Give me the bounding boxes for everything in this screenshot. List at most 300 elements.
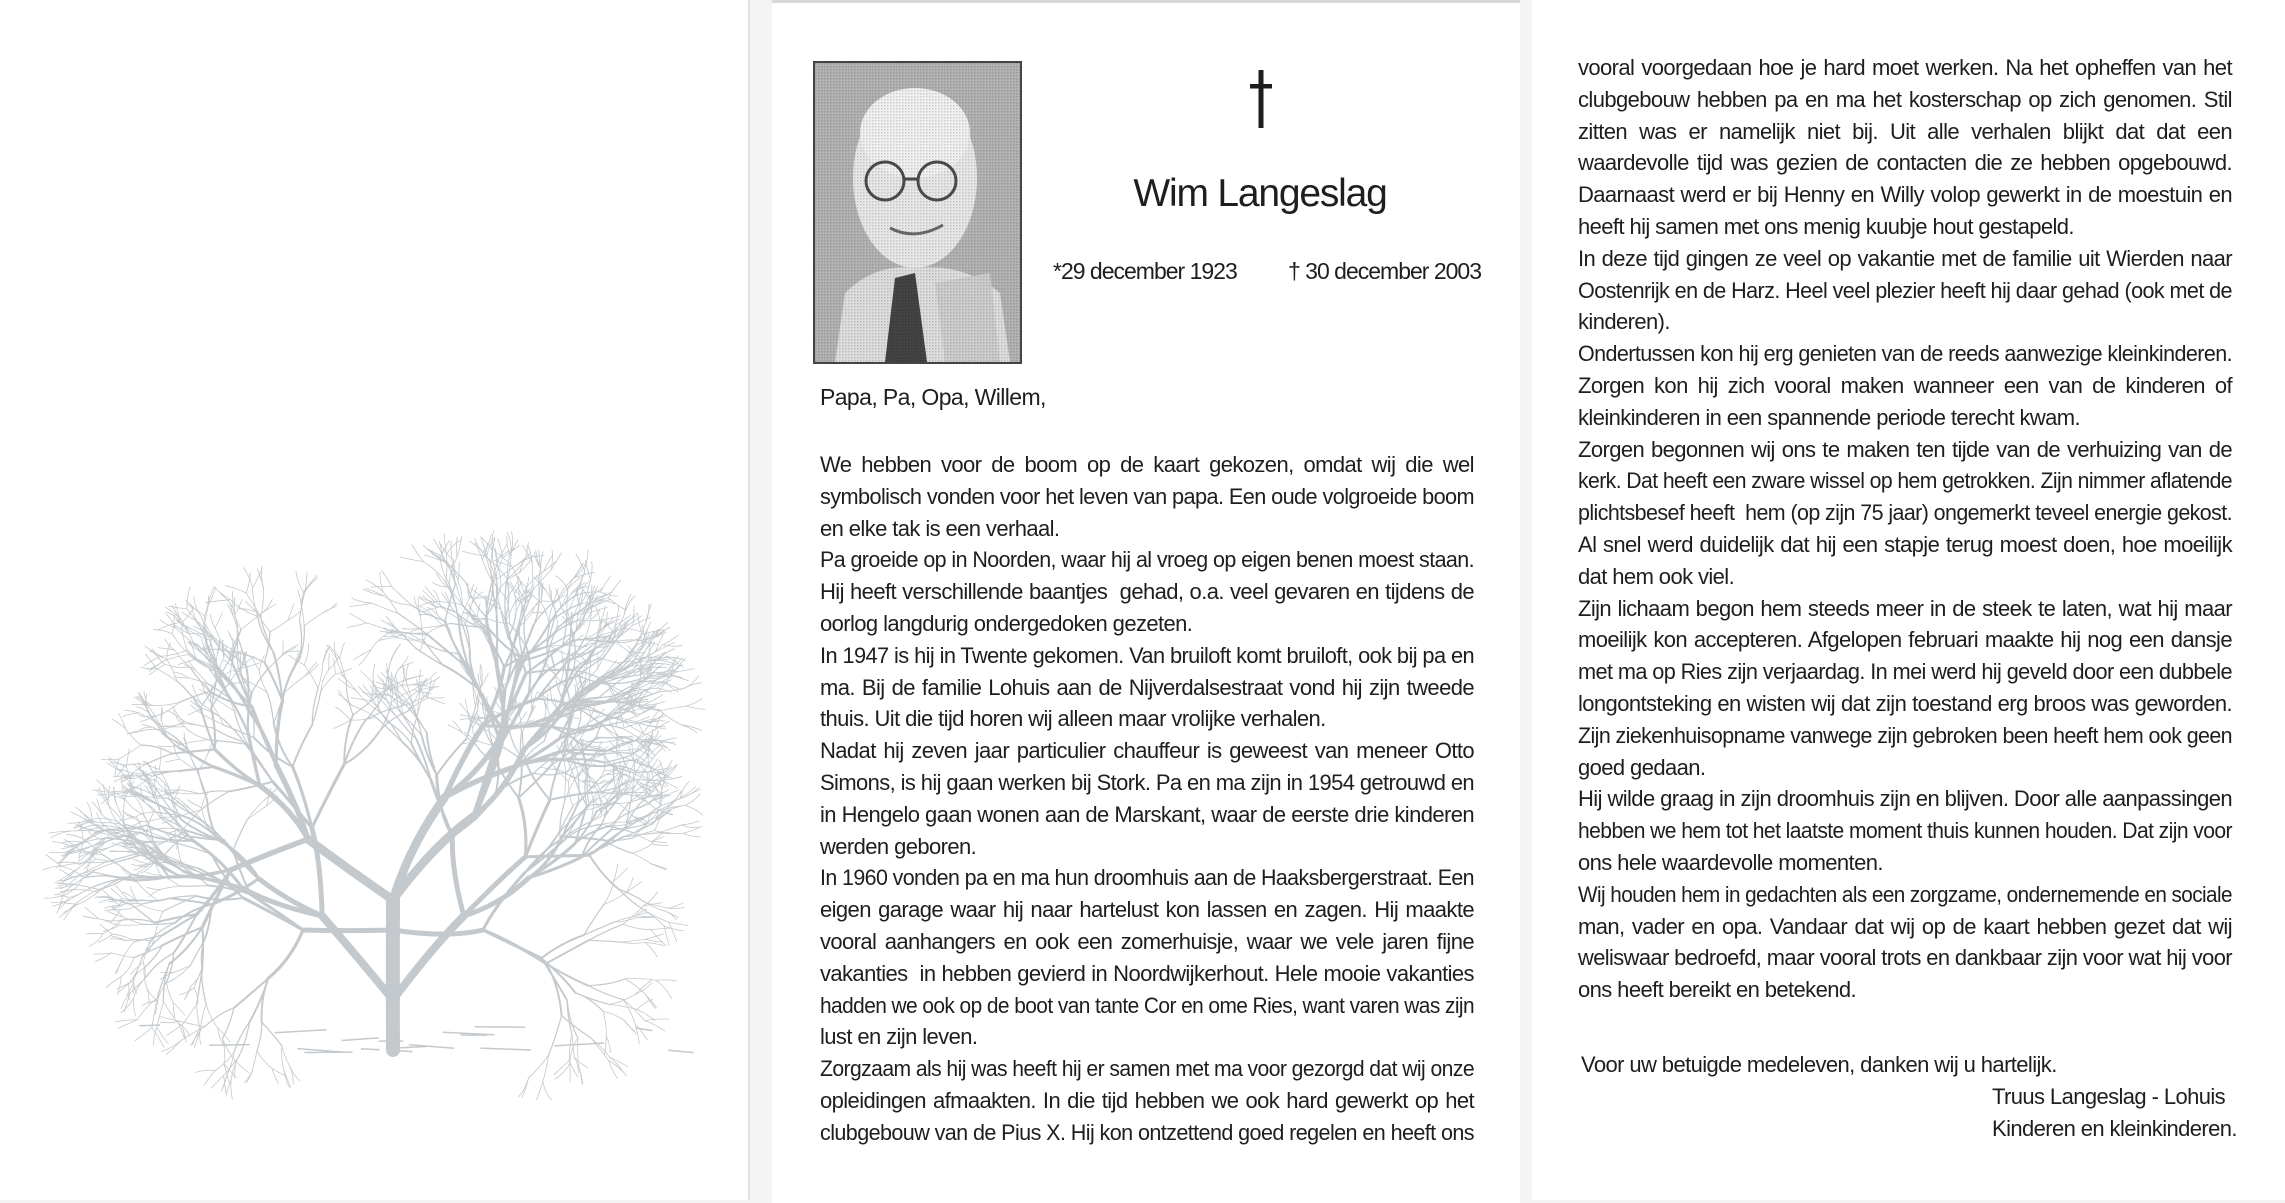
tree-branch: [552, 550, 553, 570]
text-line: [1578, 497, 2232, 529]
text-line-content: longontsteking en wisten wij dat zijn toestand erg broos was geworden.: [1578, 688, 2232, 720]
tree-branch: [185, 722, 212, 728]
tree-branch: [632, 844, 652, 853]
tree-branch: [387, 722, 412, 744]
text-line-content: werden geboren.: [820, 831, 976, 863]
tree-branch: [651, 841, 666, 842]
tree-branch: [596, 593, 611, 600]
text-line-content: opleidingen afmaakten. In die tijd hebben we ook hard gewerkt op het: [820, 1085, 1474, 1117]
tree-branch: [447, 562, 466, 583]
tree-branch: [426, 696, 445, 704]
paragraph: [820, 544, 1474, 639]
text-line-content: vooral voorgedaan hoe je hard moet werken. Na het opheffen van het: [1578, 52, 2232, 84]
memorial-text-right: [1578, 52, 2232, 1006]
text-line-content: moeilijk kon accepteren. Afgelopen februari maakte hij nog een dansje: [1578, 624, 2232, 656]
text-line-content: clubgebouw hebben pa en ma het kosterschap op zich genomen. Stil: [1578, 84, 2232, 116]
text-line-content: man, vader en opa. Vandaar dat wij op de kaart hebben gezet dat wij: [1578, 911, 2232, 943]
tree-branch: [312, 764, 344, 828]
text-line-content: Nadat hij zeven jaar particulier chauffeur is geweest van meneer Otto: [820, 735, 1474, 767]
tree-branch: [176, 966, 191, 978]
tree-branch: [130, 901, 159, 902]
tree-branch: [393, 916, 464, 1000]
text-line: [1578, 688, 2232, 720]
tree-branch: [512, 567, 526, 588]
tree-branch: [177, 619, 190, 630]
tree-branch: [624, 1000, 636, 1025]
tree-branch: [155, 765, 156, 780]
tree-branch: [543, 1082, 552, 1100]
text-line: [1578, 783, 2232, 815]
tree-branch: [546, 940, 588, 963]
tree-branch: [157, 669, 177, 682]
text-line: [1578, 338, 2232, 370]
tree-branch: [352, 598, 372, 603]
tree-branch: [567, 590, 577, 613]
tree-branch: [382, 571, 392, 587]
tree-branch: [668, 903, 683, 908]
tree-branch: [525, 855, 589, 857]
tree-branch: [262, 1022, 282, 1046]
tree-branch: [303, 575, 317, 592]
paragraph: [1578, 434, 2232, 593]
tree-branch: [196, 1070, 215, 1072]
paragraph: [1578, 338, 2232, 433]
tree-branch: [231, 1080, 233, 1099]
tree-branch: [119, 745, 141, 759]
text-line-content: Pa groeide op in Noorden, waar hij al vroeg op eigen benen moest staan.: [820, 544, 1474, 576]
tree-branch: [87, 933, 103, 934]
tree-branch: [233, 819, 247, 850]
tree-branch: [568, 782, 573, 806]
tree-branch: [149, 889, 161, 896]
tree-branch: [610, 1004, 637, 1009]
text-line: [820, 1085, 1474, 1117]
tree-branch: [268, 930, 303, 978]
text-line: [1578, 720, 2232, 752]
tree-branch: [284, 1071, 289, 1087]
tree-branch: [652, 844, 668, 845]
text-line-content: Zijn lichaam begon hem steeds meer in de steek te laten, wat hij maar: [1578, 593, 2232, 625]
tree-branch: [60, 863, 79, 867]
tree-branch: [400, 557, 423, 561]
tree-branch: [663, 645, 682, 647]
tree-branch: [549, 684, 552, 701]
tree-branch: [625, 979, 655, 981]
tree-branch: [681, 825, 698, 828]
text-line: [1578, 752, 2232, 784]
tree-branch: [144, 923, 175, 924]
text-line-content: ons hele waardevolle momenten.: [1578, 847, 1883, 879]
tree-branch: [663, 635, 678, 645]
tree-branch: [303, 930, 393, 931]
tree-branch: [239, 1022, 250, 1057]
tree-branch: [668, 922, 687, 925]
tree-branch: [507, 537, 510, 556]
text-line-content: goed gedaan.: [1578, 752, 1705, 784]
text-line: [1578, 879, 2232, 911]
tree-branch: [323, 647, 330, 664]
tree-branch: [120, 924, 144, 925]
tree-branch: [456, 538, 457, 557]
tree-branch: [135, 1027, 152, 1040]
tree-branch: [552, 553, 562, 570]
tree-branch: [139, 1025, 160, 1026]
tree-branch: [475, 1027, 525, 1028]
tree-branch: [298, 590, 302, 605]
tree-branch: [164, 978, 176, 984]
text-line: [820, 513, 1474, 545]
tree-branch: [75, 872, 94, 884]
text-line-content: Zijn ziekenhuisopname vanwege zijn gebroken been heeft hem ook geen: [1578, 720, 2232, 752]
text-line-content: Simons, is hij gaan werken bij Stork. Pa en ma zijn in 1954 getrouwd en: [820, 767, 1474, 799]
tree-branch: [637, 717, 650, 722]
tree-branch: [335, 707, 350, 720]
text-line: [1578, 179, 2232, 211]
tree-branch: [457, 537, 462, 557]
paragraph: [1578, 243, 2232, 338]
tree-branch: [152, 998, 157, 1027]
text-line-content: zitten was er namelijk niet bij. Uit alle verhalen blijkt dat dat een: [1578, 116, 2232, 148]
tree-branch: [390, 644, 400, 663]
text-line-content: vakanties in hebben gevierd in Noordwijkerhout. Hele mooie vakanties: [820, 958, 1474, 990]
tree-branch: [451, 541, 452, 560]
tree-branch: [645, 934, 663, 939]
tree-branch: [350, 717, 376, 720]
text-line: [1578, 434, 2232, 466]
tree-branch: [563, 613, 567, 645]
text-line-content: Zorgzaam als hij was heeft hij er samen met ma voor gezorgd dat wij onze: [820, 1053, 1474, 1085]
tree-branch: [350, 603, 372, 606]
tree-branch: [584, 922, 614, 935]
tree-branch: [421, 672, 437, 686]
tree-branch: [606, 1036, 610, 1052]
text-line-content: Daarnaast werd er bij Henny en Willy volop gewerkt in de moestuin en: [1578, 179, 2232, 211]
text-line: [1578, 561, 2232, 593]
text-line: [820, 608, 1474, 640]
tree-branch: [671, 676, 688, 681]
signature-line: Kinderen en kleinkinderen.: [1992, 1116, 2237, 1142]
tree-branch: [250, 978, 268, 1021]
text-line-content: Zorgen begonnen wij ons te maken ten tijde van de verhuizing van de: [1578, 434, 2232, 466]
tree-branch: [97, 799, 102, 815]
tree-branch: [585, 561, 590, 580]
tree-branch: [202, 972, 206, 1004]
tree-branch: [623, 728, 643, 740]
tree-branch: [398, 613, 428, 634]
tree-branch: [152, 727, 165, 737]
tree-branch: [121, 957, 134, 976]
tree-branch: [390, 645, 400, 664]
tree-branch: [197, 1004, 200, 1028]
tree-branch: [49, 831, 71, 833]
tree-branch: [94, 953, 111, 954]
tree-branch: [453, 721, 462, 733]
text-line-content: Zorgen kon hij zich vooral maken wanneer een van de kinderen of: [1578, 370, 2232, 402]
tree-branch: [619, 889, 647, 903]
tree-branch: [532, 612, 547, 613]
tree-branch: [165, 664, 190, 667]
portrait-photo: [813, 61, 1022, 364]
tree-branch: [304, 644, 308, 665]
tree-branch: [600, 576, 610, 592]
tree-illustration: [0, 280, 748, 1100]
tree-branch: [664, 926, 669, 945]
text-line: [820, 544, 1474, 576]
tree-branch: [243, 568, 252, 588]
text-line: [820, 926, 1474, 958]
text-line: [1578, 211, 2232, 243]
tree-branch: [615, 606, 619, 626]
tree-branch: [196, 896, 243, 900]
tree-branch: [423, 590, 436, 602]
text-line: [1578, 624, 2232, 656]
text-line: [820, 576, 1474, 608]
tree-branch: [97, 813, 105, 826]
text-line: [1578, 52, 2232, 84]
tree-branch: [209, 1045, 250, 1046]
death-date: † 30 december 2003: [1288, 258, 1481, 285]
text-line: [1578, 370, 2232, 402]
text-line-content: Ondertussen kon hij erg genieten van de reeds aanwezige kleinkinderen.: [1578, 338, 2232, 370]
text-line-content: Hij wilde graag in zijn droomhuis zijn en blijven. Door alle aanpassingen: [1578, 783, 2232, 815]
tree-branch: [452, 836, 464, 916]
tree-branch: [398, 662, 413, 670]
tree-branch: [621, 942, 645, 943]
text-line: [1578, 402, 2232, 434]
tree-branch: [126, 764, 146, 765]
tree-branch: [621, 939, 645, 942]
tree-branch: [74, 884, 99, 889]
text-line-content: in Hengelo gaan wonen aan de Marskant, waar de eerste drie kinderen: [820, 799, 1474, 831]
tree-branch: [589, 986, 624, 1000]
tree-branch: [446, 554, 447, 582]
tree-branch: [90, 934, 103, 946]
text-line: [1578, 847, 2232, 879]
tree-branch: [603, 1012, 624, 1021]
text-line-content: clubgebouw van de Pius X. Hij kon ontzettend goed regelen en heeft ons: [820, 1117, 1474, 1149]
tree-branch: [686, 706, 705, 709]
tree-branch: [637, 999, 652, 1009]
tree-branch: [187, 800, 201, 808]
tree-branch: [328, 645, 340, 659]
tree-branch: [173, 966, 190, 973]
tree-branch: [522, 709, 531, 731]
tree-branch: [651, 864, 666, 870]
tree-branch: [578, 1038, 579, 1065]
tree-branch: [177, 681, 200, 707]
tree-branch: [312, 828, 322, 916]
tree-branch: [267, 692, 274, 723]
thanks-line: Voor uw betuigde medeleven, danken wij u hartelijk.: [1581, 1052, 2057, 1078]
tree-branch: [543, 556, 552, 572]
tree-branch: [44, 896, 63, 898]
tree-branch: [483, 930, 541, 958]
tree-branch: [610, 1057, 628, 1066]
tree-branch: [96, 862, 116, 869]
tree-branch: [153, 649, 165, 665]
text-line-content: ma. Bij de familie Lohuis aan de Nijverdalsestraat vond hij zijn tweede: [820, 672, 1474, 704]
tree-branch: [579, 620, 603, 621]
text-line-content: thuis. Uit die tijd horen wij alleen maar vrolijke verhalen.: [820, 703, 1326, 735]
salutation: Papa, Pa, Opa, Willem,: [820, 384, 1046, 411]
tree-branch: [145, 754, 172, 765]
paragraph: [1578, 783, 2232, 878]
tree-branch: [626, 882, 642, 893]
tree-branch: [112, 934, 134, 941]
text-line: [820, 767, 1474, 799]
text-line: [820, 1117, 1474, 1149]
tree-branch: [270, 620, 288, 632]
tree-branch: [293, 724, 313, 766]
tree-branch: [157, 1002, 164, 1027]
tree-branch: [590, 561, 592, 580]
text-line-content: In 1947 is hij in Twente gekomen. Van bruiloft komt bruiloft, ook bij pa en: [820, 640, 1474, 672]
tree-branch: [167, 982, 174, 1002]
tree-branch: [91, 818, 116, 820]
text-line-content: kinderen).: [1578, 306, 1670, 338]
text-line-content: plichtsbesef heeft hem (op zijn 75 jaar) ongemerkt teveel energie gekost.: [1578, 497, 2232, 529]
text-line: [820, 1053, 1474, 1085]
tree-branch: [152, 703, 178, 706]
tree-branch: [659, 738, 677, 741]
tree-branch: [423, 639, 443, 665]
tree-branch: [588, 940, 621, 942]
tree-branch: [556, 576, 568, 589]
tree-branch: [598, 655, 605, 669]
tree-branch: [412, 544, 424, 561]
tree-branch: [118, 713, 125, 729]
tree-branch: [481, 1048, 531, 1050]
text-line-content: Oostenrijk en de Harz. Heel veel plezier heeft hij daar gehad (ook met de: [1578, 275, 2232, 307]
tree-branch: [656, 980, 672, 998]
tree-branch: [323, 649, 328, 665]
cross-icon: [1250, 70, 1272, 128]
tree-branch: [625, 979, 645, 995]
text-line-content: hadden we ook op de boot van tante Cor en ome Ries, want varen was zijn: [820, 990, 1474, 1022]
text-line-content: symbolisch vonden voor het leven van papa. Een oude volgroeide boom: [820, 481, 1474, 513]
text-line-content: dat hem ook viel.: [1578, 561, 1734, 593]
text-line-content: heeft hij samen met ons menig kuubje hout gestapeld.: [1578, 211, 2074, 243]
tree-branch: [483, 873, 525, 930]
paragraph: [1578, 593, 2232, 784]
tree-branch: [420, 615, 422, 639]
tree-branch: [132, 704, 152, 705]
tree-branch: [194, 700, 203, 715]
tree-branch: [51, 900, 69, 902]
tree-branch: [543, 562, 555, 572]
tree-branch: [165, 607, 181, 620]
tree-branch: [423, 561, 445, 582]
tree-branch: [608, 581, 620, 598]
tree-branch: [284, 645, 299, 653]
text-line: [820, 958, 1474, 990]
tree-branch: [624, 1000, 645, 1021]
text-line: [1578, 529, 2232, 561]
paragraph: [820, 640, 1474, 735]
tree-branch: [623, 924, 650, 929]
tree-branch: [305, 664, 319, 676]
tree-branch: [103, 920, 122, 934]
tree-branch: [393, 930, 483, 934]
tree-branch: [372, 603, 398, 613]
text-line: [1578, 656, 2232, 688]
tree-branch: [665, 764, 677, 778]
tree-branch: [603, 1012, 606, 1037]
paragraph: [820, 862, 1474, 1053]
tree-branch: [604, 758, 605, 771]
tree-branch: [218, 1028, 230, 1042]
tree-branch: [282, 1046, 291, 1068]
text-line-content: lust en zijn leven.: [820, 1021, 977, 1053]
tree-branch: [549, 1015, 562, 1054]
tree-branch: [187, 692, 201, 704]
tree-branch: [337, 659, 347, 681]
text-line-content: waardevolle tijd was gezien de contacten die ze hebben opgebouwd.: [1578, 147, 2232, 179]
text-line-content: met ma op Ries zijn verjaardag. In mei werd hij geveld door een dubbele: [1578, 656, 2232, 688]
tree-branch: [208, 740, 213, 753]
text-line: [1578, 147, 2232, 179]
tree-branch: [262, 978, 269, 1022]
text-line: [1578, 243, 2232, 275]
text-line: [1578, 974, 2232, 1006]
tree-branch: [211, 1075, 224, 1088]
tree-branch: [235, 1061, 249, 1073]
tree-branch: [284, 1071, 291, 1087]
tree-branch: [66, 834, 83, 839]
text-line-content: We hebben voor de boom op de kaart gekozen, omdat wij die wel: [820, 449, 1474, 481]
tree-branch: [121, 998, 133, 1012]
tree-branch: [624, 1020, 635, 1031]
tree-branch: [257, 1022, 262, 1051]
tree-branch: [589, 855, 618, 889]
tree-branch: [106, 977, 121, 988]
tree-branch: [578, 1065, 582, 1084]
tree-branch: [656, 980, 677, 981]
tree-branch: [231, 839, 308, 869]
text-line-content: eigen garage waar hij naar hartelust kon lassen en zagen. Hij maakte: [820, 894, 1474, 926]
paragraph: [820, 735, 1474, 862]
tree-branch: [541, 552, 544, 569]
tree-branch: [660, 706, 686, 711]
text-line: [1578, 465, 2232, 497]
text-line: [820, 481, 1474, 513]
paragraph: [820, 1053, 1474, 1148]
tree-branch: [668, 1050, 693, 1052]
tree-branch: [223, 719, 245, 744]
text-line: [820, 862, 1474, 894]
signature-line: Truus Langeslag - Lohuis: [1992, 1084, 2225, 1110]
tree-branch: [660, 797, 684, 806]
text-line: [1578, 84, 2232, 116]
tree-branch: [321, 674, 336, 691]
text-line: [820, 799, 1474, 831]
tree-branch: [133, 859, 148, 864]
tree-branch: [59, 862, 79, 863]
tree-branch: [122, 919, 155, 922]
tree-branch: [180, 886, 209, 887]
tree-branch: [359, 650, 371, 665]
text-line-content: Wij houden hem in gedachten als een zorgzame, ondernemende en sociale: [1578, 879, 2232, 911]
tree-branch: [252, 1051, 256, 1071]
tree-branch: [301, 605, 304, 626]
tree-branch: [139, 716, 157, 717]
tree-branch: [123, 798, 125, 823]
text-line: [1578, 116, 2232, 148]
tree-branch: [681, 821, 699, 825]
tree-branch: [334, 659, 336, 674]
text-line-content: vooral aanhangers en ook een zomerhuisje, waar we vele jaren fijne: [820, 926, 1474, 958]
text-line-content: In 1960 vonden pa en ma hun droomhuis aan de Haaksbergerstraat. Een: [820, 862, 1474, 894]
